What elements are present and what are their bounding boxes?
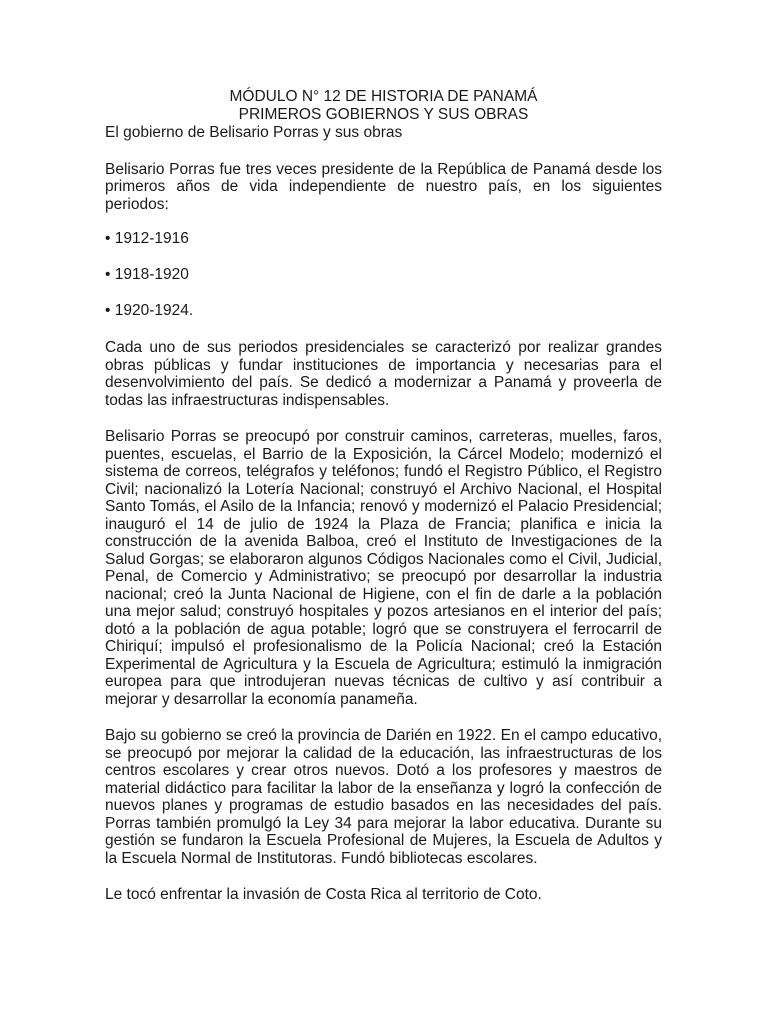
darien-paragraph: Bajo su gobierno se creó la provincia de Darién en 1922. En el campo educativo, se preocupó por mejorar la calidad de la educación, las infraestructuras de los centros escolares y crear otros nuevos. Dotó a los profesores y maestros de material didáctico para facilitar la labor de la enseñanza y logró la confección de nuevos planes y programas de estudio basados en las necesidades del país. Porras también promulgó la Ley 34 para mejorar la labor educativa. Durante su gestión se fundaron la Escuela Profesional de Mujeres, la Escuela de Adultos y la Escuela Normal de Institutoras. Fundó bibliotecas escolares. — [105, 727, 662, 867]
period-item: • 1920-1924. — [105, 302, 194, 319]
works-paragraph: Belisario Porras se preocupó por construir caminos, carreteras, muelles, faros, puentes, escuelas, el Barrio de la Exposición, la Cárcel Modelo; modernizó el sistema de correos, telégrafos y teléfonos; fundó el Registro Público, el Registro Civil; nacionalizó la Lotería Nacional; construyó el Archivo Nacional, el Hospital Santo Tomás, el Asilo de la Infancia; renovó y modernizó el Palacio Presidencial; inauguró el 14 de julio de 1924 la Plaza de Francia; planifica e inicia la construcción de la avenida Balboa, creó el Instituto de Investigaciones de la Salud Gorgas; se elaboraron algunos Códigos Nacionales como el Civil, Judicial, Penal, de Comercio y Administrativo; se preocupó por desarrollar la industria nacional; creó la Junta Nacional de Higiene, con el fin de darle a la población una mejor salud; construyó hospitales y pozos artesianos en el interior del país; dotó a la población de agua potable; logró que se construyera el ferrocarril de Chiriquí; impulsó el profesionalismo de la Policía Nacional; creó la Estación Experimental de Agricultura y la Escuela de Agricultura; estimuló la inmigración europea para que introdujeran nuevas técnicas de cultivo y así contribuir a mejorar y desarrollar la economía panameña. — [105, 428, 662, 708]
title-line-1: MÓDULO N° 12 DE HISTORIA DE PANAMÁ — [229, 88, 538, 105]
document-title — [105, 88, 662, 124]
period-item: • 1918-1920 — [105, 266, 189, 283]
title-line-2: PRIMEROS GOBIERNOS Y SUS OBRAS — [238, 106, 529, 123]
coto-paragraph: Le tocó enfrentar la invasión de Costa Rica al territorio de Coto. — [105, 886, 542, 903]
periods-list — [105, 230, 662, 320]
intro-paragraph: Belisario Porras fue tres veces presidente de la República de Panamá desde los primeros años de vida independiente de nuestro país, en los siguientes periodos: — [105, 160, 662, 213]
section-heading: El gobierno de Belisario Porras y sus obras — [105, 124, 403, 141]
document-body — [105, 88, 662, 904]
period-item: • 1912-1916 — [105, 230, 189, 247]
characterization-paragraph: Cada uno de sus periodos presidenciales se caracterizó por realizar grandes obras públicas y fundar instituciones de importancia y necesarias para el desenvolvimiento del país. Se dedicó a modernizar a Panamá y proveerla de todas las infraestructuras indispensables. — [105, 339, 662, 409]
